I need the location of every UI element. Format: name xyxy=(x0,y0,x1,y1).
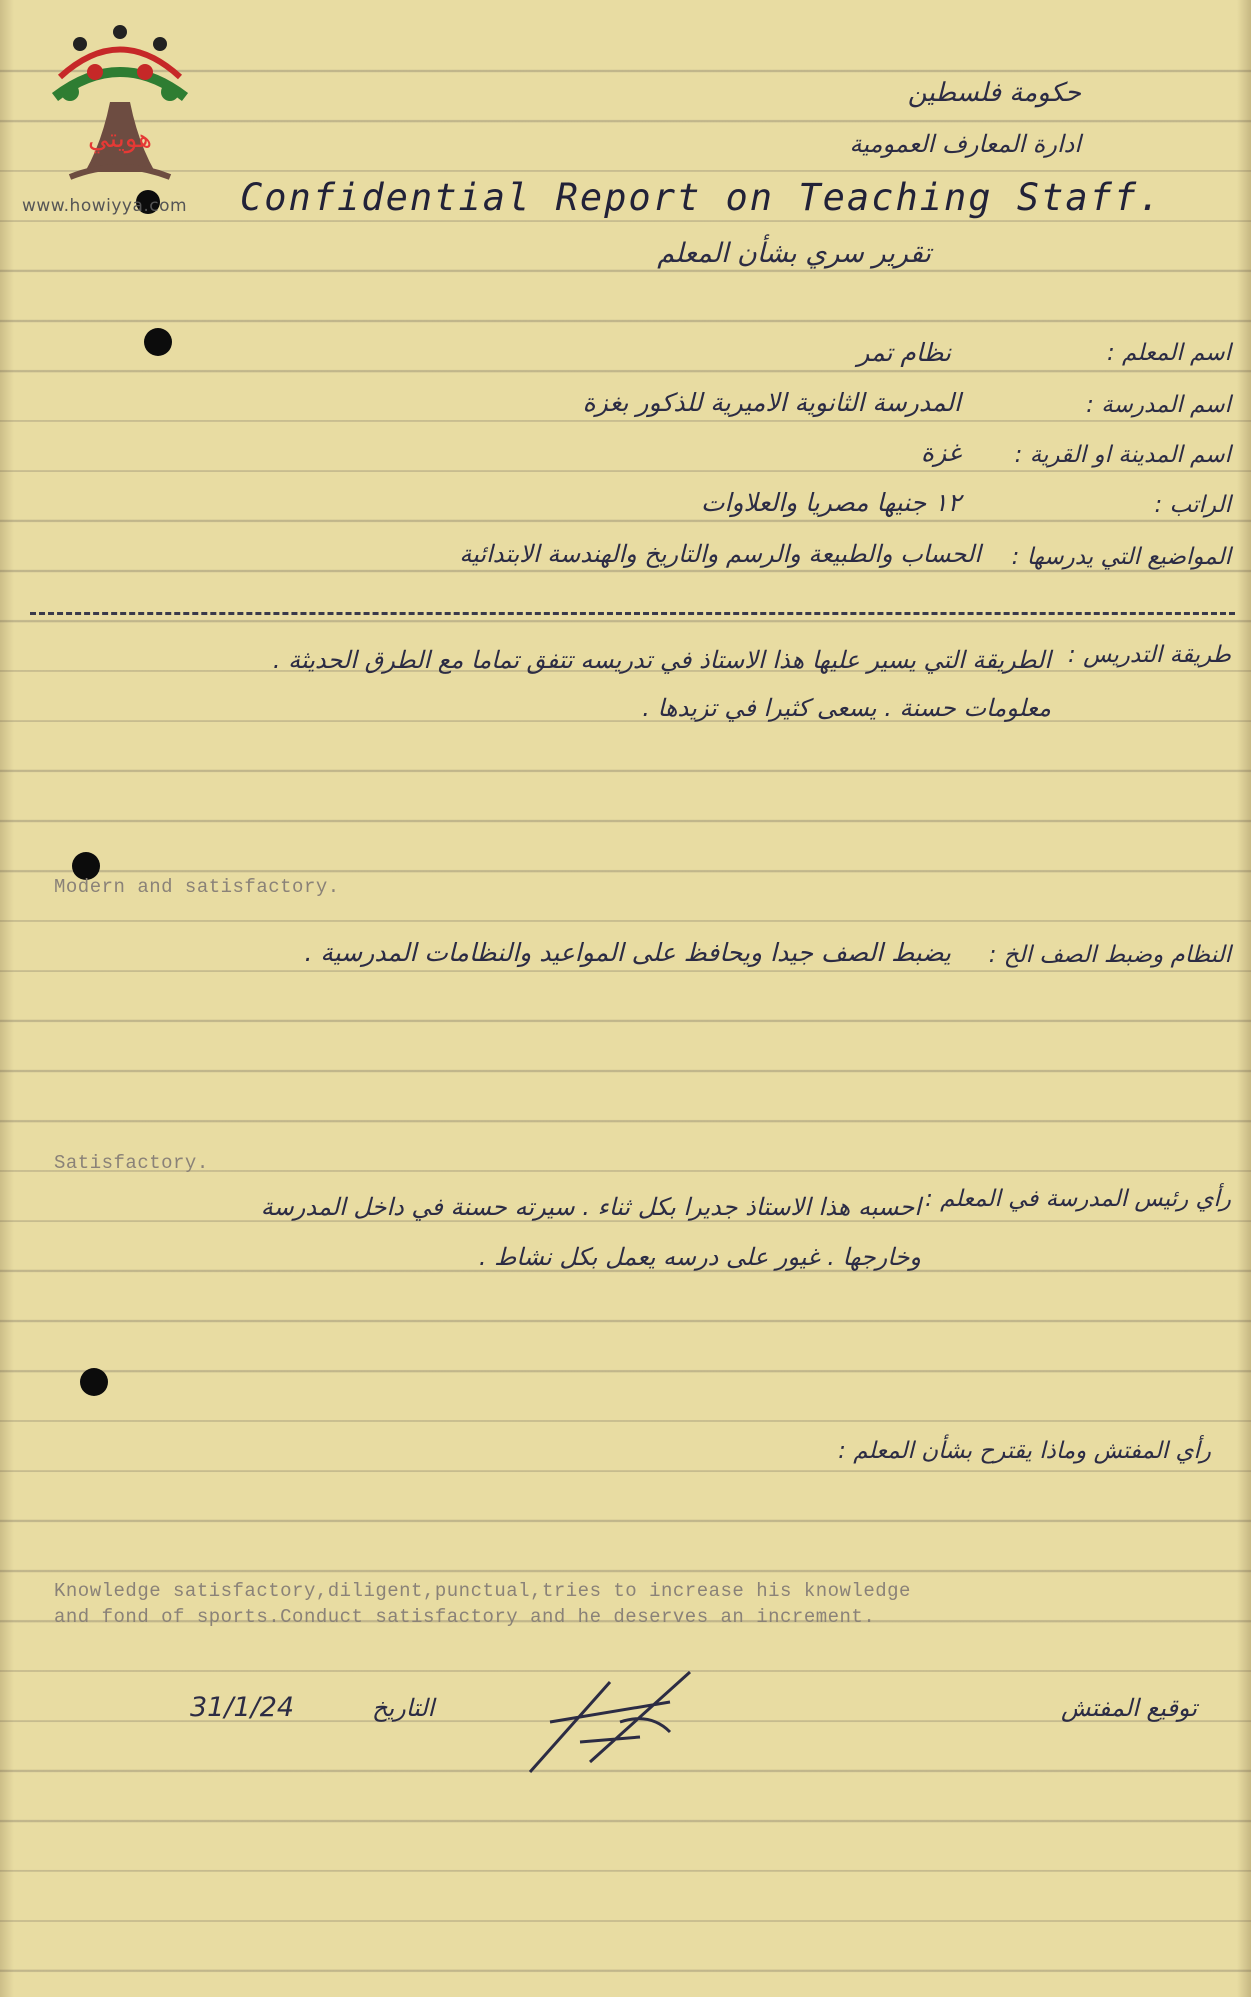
punch-hole xyxy=(80,1368,108,1396)
field-label-teacher-name: اسم المعلم : xyxy=(1106,340,1231,366)
report-title: Confidential Report on Teaching Staff. xyxy=(240,176,1163,219)
department-heading: ادارة المعارف العمومية xyxy=(849,130,1081,158)
inspector-signature xyxy=(520,1662,720,1782)
date-label: التاريخ xyxy=(372,1694,435,1722)
field-label-subjects: المواضيع التي يدرسها : xyxy=(1011,544,1231,570)
discipline-label: النظام وضبط الصف الخ : xyxy=(988,942,1231,968)
field-value-school: المدرسة الثانوية الاميرية للذكور بغزة xyxy=(582,388,961,417)
inspector-label: رأي المفتش وماذا يقترح بشأن المعلم : xyxy=(838,1438,1211,1464)
teaching-method-label: طريقة التدريس : xyxy=(1068,642,1231,668)
teaching-method-typed: Modern and satisfactory. xyxy=(54,876,340,898)
howiyya-logo xyxy=(40,22,200,192)
paper-edge-right xyxy=(1237,0,1251,1997)
section-divider xyxy=(30,612,1235,615)
field-label-salary: الراتب : xyxy=(1154,492,1231,518)
logo-url: www.howiyya.com xyxy=(22,196,188,216)
paper-edge-left xyxy=(0,0,14,1997)
field-value-subjects: الحساب والطبيعة والرسم والتاريخ والهندسة الابتدائية xyxy=(459,540,981,568)
inspector-typed-line-1: Knowledge satisfactory,diligent,punctual,tries to increase his knowledge xyxy=(54,1580,911,1602)
punch-hole xyxy=(144,328,172,356)
signature-label: توقيع المفتش xyxy=(1060,1694,1197,1722)
field-value-salary: ١٢ جنيها مصريا والعلاوات xyxy=(701,488,961,517)
discipline-text: يضبط الصف جيدا ويحافظ على المواعيد والنظامات المدرسية . xyxy=(304,938,951,967)
government-heading: حكومة فلسطين xyxy=(907,78,1081,108)
inspector-typed-line-2: and fond of sports.Conduct satisfactory and he deserves an increment. xyxy=(54,1606,876,1628)
date-value: 31/1/24 xyxy=(190,1692,295,1723)
headmaster-label: رأي رئيس المدرسة في المعلم : xyxy=(925,1186,1231,1212)
svg-text:هويتي: هويتي xyxy=(88,124,152,154)
field-value-teacher-name: نظام تمر xyxy=(857,338,951,367)
report-title-arabic: تقرير سري بشأن المعلم xyxy=(657,238,931,269)
teaching-method-text: الطريقة التي يسير عليها هذا الاستاذ في تدريسه تتفق تماما مع الطرق الحديثة . معلومات حسنة . يسعى كثيرا في تزيدها . xyxy=(272,646,1051,722)
discipline-typed: Satisfactory. xyxy=(54,1152,209,1174)
headmaster-text: احسبه هذا الاستاذ جديرا بكل ثناء . سيرته حسنة في داخل المدرسة وخارجها . غيور على درسه يعمل بكل نشاط . xyxy=(260,1193,921,1271)
field-value-city: غزة xyxy=(921,438,961,467)
field-label-school: اسم المدرسة : xyxy=(1086,392,1231,418)
field-label-city: اسم المدينة او القرية : xyxy=(1014,442,1231,468)
